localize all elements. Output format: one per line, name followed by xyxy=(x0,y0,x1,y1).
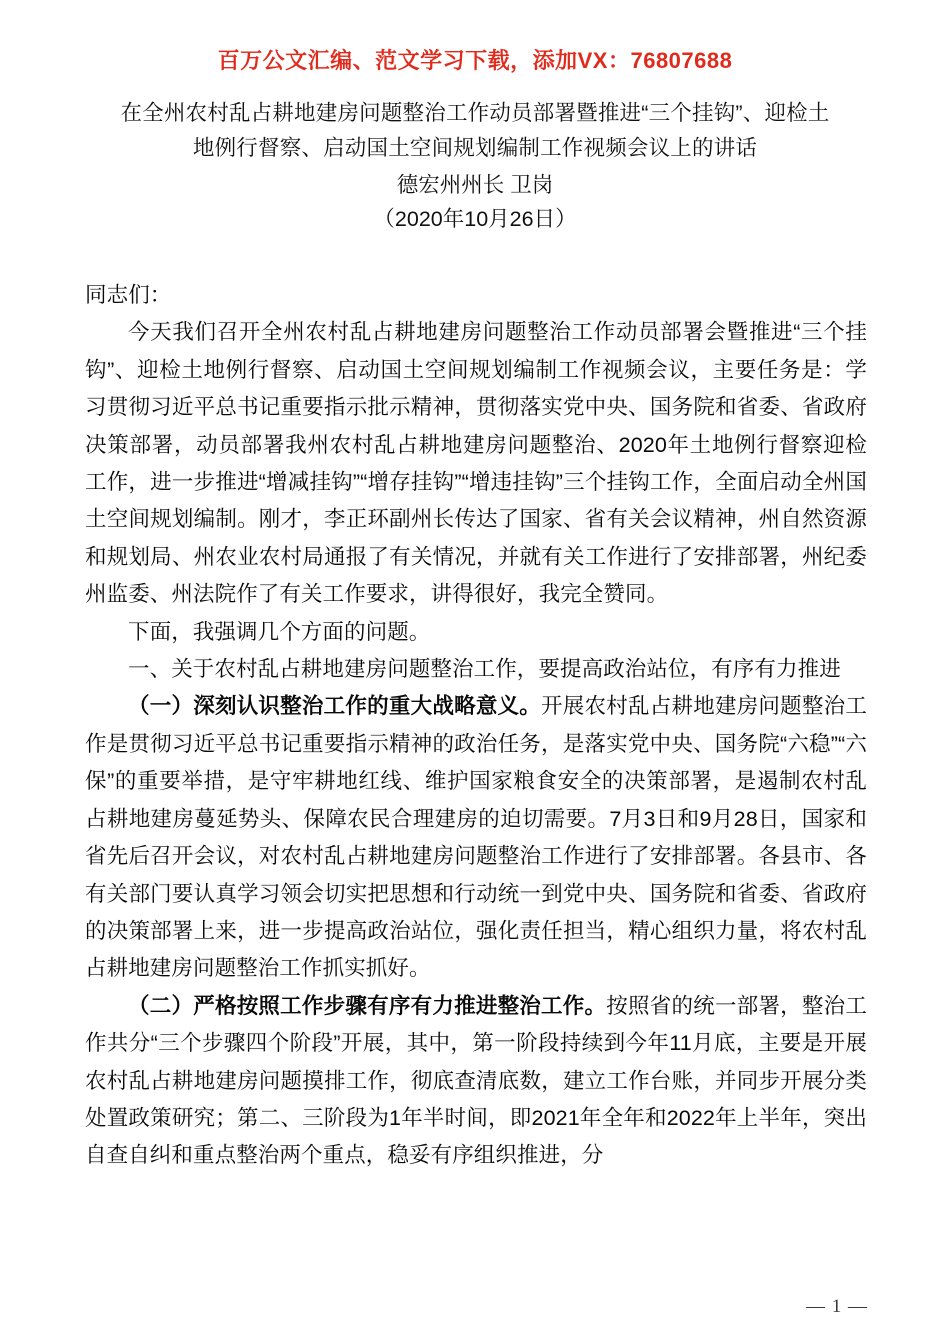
promo-banner-text: 百万公文汇编、范文学习下载，添加VX：76807688 xyxy=(217,48,733,73)
subsection-2-heading: （二）严格按照工作步骤有序有力推进整治工作。 xyxy=(128,993,607,1018)
page-title-line-1: 在全州农村乱占耕地建房问题整治工作动员部署暨推进“三个挂钩”、迎检土 xyxy=(120,101,830,125)
document-date: （2020年10月26日） xyxy=(373,207,577,231)
page-number-footer: — 1 — xyxy=(806,1296,868,1317)
section-heading-one: 一、关于农村乱占耕地建房问题整治工作，要提高政治站位，有序有力推进 xyxy=(128,657,841,682)
author-byline: 德宏州州长 卫岗 xyxy=(396,173,554,197)
body-paragraph-2: 下面，我强调几个方面的问题。 xyxy=(128,619,431,644)
title-block xyxy=(85,96,865,236)
subsection-2-text: 按照省的统一部署，整治工作共分“三个步骤四个阶段”开展，其中，第一阶段持续到今年11月底，主要是开展农村乱占耕地建房问题摸排工作，彻底查清底数，建立工作台账，并同步开展分类处置政策研究；第二、三阶段为1年半时间，即2021年全年和2022年上半年，突出自查自纠和重点整治两个重点，稳妥有序组织推进，分 xyxy=(85,993,867,1168)
subsection-1-heading: （一）深刻认识整治工作的重大战略意义。 xyxy=(128,694,542,719)
page-title-line-2: 地例行督察、启动国土空间规划编制工作视频会议上的讲话 xyxy=(192,136,758,160)
document-body xyxy=(85,277,867,1175)
body-paragraph-1: 今天我们召开全州农村乱占耕地建房问题整治工作动员部署会暨推进“三个挂钩”、迎检土地例行督察、启动国土空间规划编制工作视频会议，主要任务是：学习贯彻习近平总书记重要指示批示精神，贯彻落实党中央、国务院和省委、省政府决策部署，动员部署我州农村乱占耕地建房问题整治、2020年土地例行督察迎检工作，进一步推进“增减挂钩”“增存挂钩”“增违挂钩”三个挂钩工作，全面启动全州国土空间规划编制。刚才，李正环副州长传达了国家、省有关会议精神，州自然资源和规划局、州农业农村局通报了有关情况，并就有关工作进行了安排部署，州纪委州监委、州法院作了有关工作要求，讲得很好，我完全赞同。 xyxy=(85,320,867,607)
body-paragraph-section-1 xyxy=(85,688,867,987)
salutation-paragraph: 同志们： xyxy=(85,283,172,307)
body-paragraph-section-2 xyxy=(85,988,867,1175)
subsection-1-text: 开展农村乱占耕地建房问题整治工作是贯彻习近平总书记重要指示精神的政治任务，是落实党中央、国务院“六稳”“六保”的重要举措，是守牢耕地红线、维护国家粮食安全的决策部署，是遏制农村乱占耕地建房蔓延势头、保障农民合理建房的迫切需要。7月3日和9月28日，国家和省先后召开会议，对农村乱占耕地建房问题整治工作进行了安排部署。各县市、各有关部门要认真学习领会切实把思想和行动统一到党中央、国务院和省委、省政府的决策部署上来，进一步提高政治站位，强化责任担当，精心组织力量，将农村乱占耕地建房问题整治工作抓实抓好。 xyxy=(85,694,867,981)
